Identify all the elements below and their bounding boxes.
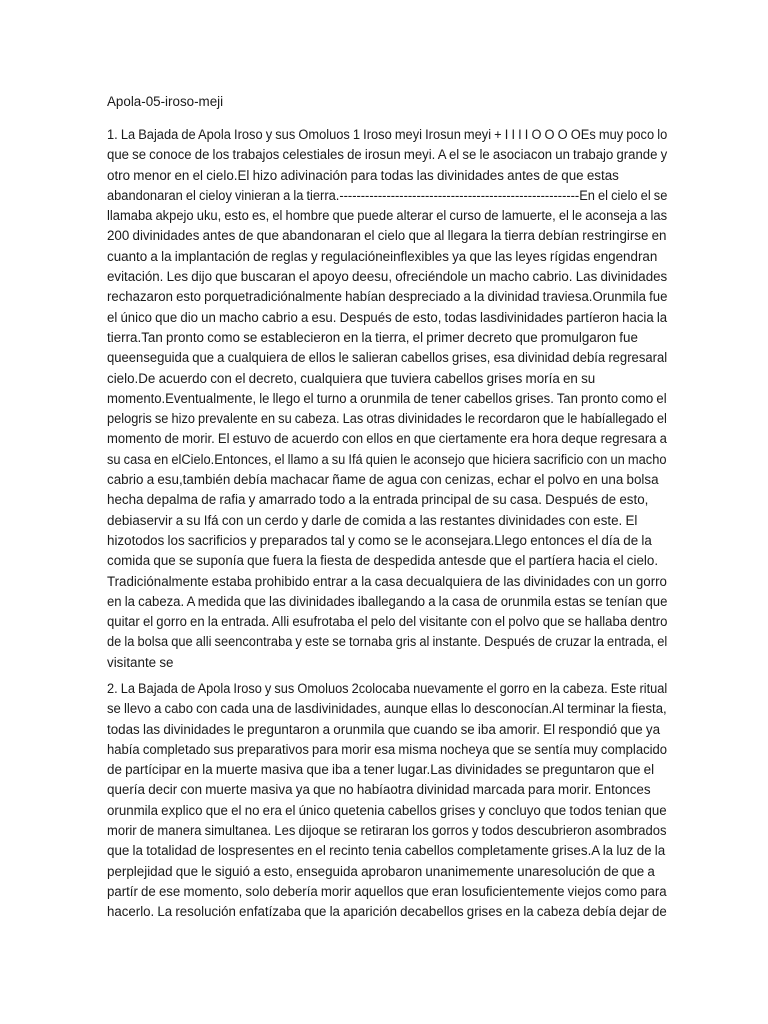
paragraph-1 bbox=[107, 125, 667, 673]
text-line: quería decir con muerte masiva ya que no habíaotra divinidad marcada para morir. Entonces bbox=[107, 782, 651, 798]
text-line: de la bolsa que alli seencontraba y este se tornaba gris al instante. Después de cruzar la entrada, el bbox=[107, 634, 668, 650]
text-line: rechazaron esto porquetradiciónalmente habían despreciado a la divinidad traviesa.Orunmila fue bbox=[107, 289, 668, 305]
text-line: que se conoce de los trabajos celestiales de irosun meyi. A el se le asociacon un trabajo grande y bbox=[107, 147, 668, 163]
text-line: debiaservir a su Ifá con un cerdo y darle de comida a las restantes divinidades con este. El bbox=[107, 512, 638, 528]
text-line: hecha depalma de rafia y amarrado todo a la entrada principal de su casa. Después de esto, bbox=[107, 492, 649, 508]
text-line: cabrio a esu,también debía machacar ñame de agua con cenizas, echar el polvo en una bolsa bbox=[107, 472, 659, 488]
text-line: hacerlo. La resolución enfatízaba que la aparición decabellos grises en la cabeza debía dejar de bbox=[107, 904, 667, 920]
text-line: de partícipar en la muerte masiva que iba a tener lugar.Las divinidades se preguntaron que el bbox=[107, 762, 655, 778]
text-line: otro menor en el cielo.El hizo adivinación para todas las divinidades antes de que estas bbox=[107, 167, 619, 183]
document-title: Apola-05-iroso-meji bbox=[107, 94, 224, 109]
text-line: queenseguida que a cualquiera de ellos le salieran cabellos grises, esa divinidad debía regresaral bbox=[107, 350, 668, 366]
text-line: que la totalidad de lospresentes en el recinto tenia cabellos completamente grises.A la luz de la bbox=[107, 843, 666, 859]
text-line: había completado sus preparativos para morir esa misma nocheya que se sentía muy complacido bbox=[107, 741, 668, 757]
text-line: se llevo a cabo con cada una de lasdivinidades, aunque ellas lo desconocían.Al terminar la fiesta, bbox=[107, 701, 667, 717]
text-line: comida que se suponía que fuera la fiesta de despedida antesde que el partíera hacia el cielo. bbox=[107, 553, 659, 569]
text-line: todas las divinidades le preguntaron a orunmila que cuando se iba amorir. El respondió que ya bbox=[107, 721, 661, 737]
text-line: pelogris se hizo prevalente en su cabeza. Las otras divinidades le recordaron que le habíallegado el bbox=[107, 411, 667, 427]
text-line: cuanto a la implantación de reglas y regulacióneinflexibles ya que las leyes rígidas engendran bbox=[107, 248, 658, 264]
text-line: cielo.De acuerdo con el decreto, cualquiera que tuviera cabellos grises moría en su bbox=[107, 370, 596, 386]
text-line: orunmila explico que el no era el único quetenia cabellos grises y concluyo que todos tenian que bbox=[107, 802, 667, 818]
text-line: 200 divinidades antes de que abandonaran el cielo que al llegara la tierra debían restringirse en bbox=[107, 228, 667, 244]
text-line: el único que dio un macho cabrio a esu. Después de esto, todas lasdivinidades partíeron hacia la bbox=[107, 309, 668, 325]
text-line: tierra.Tan pronto como se establecieron en la tierra, el primer decreto que promulgaron fue bbox=[107, 329, 638, 345]
text-line: momento de morir. El estuvo de acuerdo con ellos en que ciertamente era hora deque regresara a bbox=[107, 431, 667, 447]
text-line: morir de manera simultanea. Les dijoque se retiraran los gorros y todos descubrieron asombrados bbox=[107, 823, 667, 839]
text-line: quitar el gorro en la entrada. Alli esufrotaba el pelo del visitante con el polvo que se hallaba dentro bbox=[107, 614, 668, 630]
text-line: 1. La Bajada de Apola Iroso y sus Omoluos 1 Iroso meyi Irosun meyi + I I I I O O O OEs muy poco lo bbox=[107, 127, 668, 142]
text-line: en la cabeza. A medida que las divinidades iballegando a la casa de orunmila estas se tenían que bbox=[107, 593, 668, 609]
text-line: abandonaran el cieloy vinieran a la tierra.--------------------------------------------------------En el cielo el se bbox=[107, 187, 668, 203]
text-line: su casa en elCielo.Entonces, el llamo a su Ifá quien le aconsejo que hiciera sacrificio con un macho bbox=[107, 451, 667, 467]
text-line: 2. La Bajada de Apola Iroso y sus Omoluos 2colocaba nuevamente el gorro en la cabeza. Este ritual bbox=[107, 681, 668, 696]
paragraph-2 bbox=[107, 679, 667, 923]
text-line: Tradiciónalmente estaba prohibido entrar a la casa decualquiera de las divinidades con un gorro bbox=[107, 573, 667, 589]
text-line: partír de ese momento, solo debería morir aquellos que eran losuficientemente viejos como para bbox=[107, 883, 667, 899]
text-line: visitante se bbox=[107, 654, 174, 670]
text-line: hizotodos los sacrificios y preparados tal y como se le aconsejara.Llego entonces el día de la bbox=[107, 532, 652, 548]
text-line: evitación. Les dijo que buscaran el apoyo deesu, ofreciéndole un macho cabrio. Las divinidades bbox=[107, 269, 668, 285]
text-line: llamaba akpejo uku, esto es, el hombre que puede alterar el curso de lamuerte, el le aconseja a las bbox=[107, 208, 668, 224]
text-line: momento.Eventualmente, le llego el turno a orunmila de tener cabellos grises. Tan pronto como el bbox=[107, 390, 667, 406]
text-line: perplejidad que le siguió a esto, enseguida aprobaron unanimemente unaresolución de que a bbox=[107, 863, 655, 879]
